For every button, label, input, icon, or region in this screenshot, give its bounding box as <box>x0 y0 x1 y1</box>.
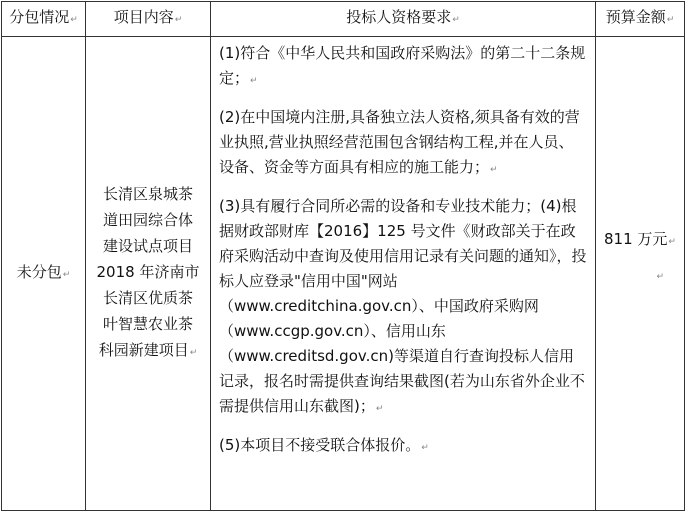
paragraph-mark-icon: ↵ <box>421 443 429 453</box>
requirement-item: (1)符合《中华人民共和国政府采购法》的第二十二条规定；↵ <box>219 44 586 87</box>
package-cell: 未分包↵ <box>2 37 86 511</box>
budget-amount: 811 万元↵ <box>604 230 676 248</box>
header-budget: 预算金额↵ <box>596 2 685 37</box>
header-package: 分包情况↵ <box>2 2 86 37</box>
paragraph-mark-icon: ↵ <box>174 15 183 25</box>
paragraph-mark-icon: ↵ <box>250 76 258 86</box>
paragraph-mark-icon: ↵ <box>375 404 384 414</box>
header-requirements: 投标人资格要求↵ <box>211 2 596 37</box>
header-row <box>2 2 685 37</box>
paragraph-mark-icon: ↵ <box>70 15 78 25</box>
requirement-item: (5)本项目不接受联合体报价。↵ <box>219 436 429 454</box>
requirement-item: (2)在中国境内注册,具备独立法人资格,须具备有效的营业执照,营业执照经营范围包含钢结构工程,并在人员、设备、资金等方面具有相应的施工能力；↵ <box>219 108 580 176</box>
paragraph-mark-icon: ↵ <box>666 15 675 25</box>
content-cell: 长清区泉城茶道田园综合体建设试点项目 2018 年济南市长清区优质茶叶智慧农业茶科园新建项目↵ <box>86 37 211 511</box>
paragraph-mark-icon: ↵ <box>668 237 676 247</box>
paragraph-mark-icon: ↵ <box>490 165 498 175</box>
paragraph-mark-icon: ↵ <box>656 272 664 282</box>
paragraph-mark-icon: ↵ <box>452 15 460 25</box>
paragraph-mark-icon: ↵ <box>62 269 71 280</box>
budget-cell <box>596 37 685 511</box>
header-content: 项目内容↵ <box>86 2 211 37</box>
table-row <box>2 37 685 511</box>
procurement-table <box>1 1 685 511</box>
requirements-cell <box>211 37 596 511</box>
paragraph-mark-icon: ↵ <box>189 348 198 358</box>
requirement-item: (3)具有履行合同所必需的设备和专业技术能力；(4)根据财政部财库【2016】125 号文件《财政部关于在政府采购活动中查询及使用信用记录有关问题的通知》，投标人应登录"信用中国"网站（www.creditchina.gov.cn）、中国政府采购网（www.ccgp.gov.cn）、信用山东（www.creditsd.gov.cn)等渠道自行查询投标人信用记录，报名时需提供查询结果截图(若为山东省外企业不需提供信用山东截图)；↵ <box>219 197 587 415</box>
